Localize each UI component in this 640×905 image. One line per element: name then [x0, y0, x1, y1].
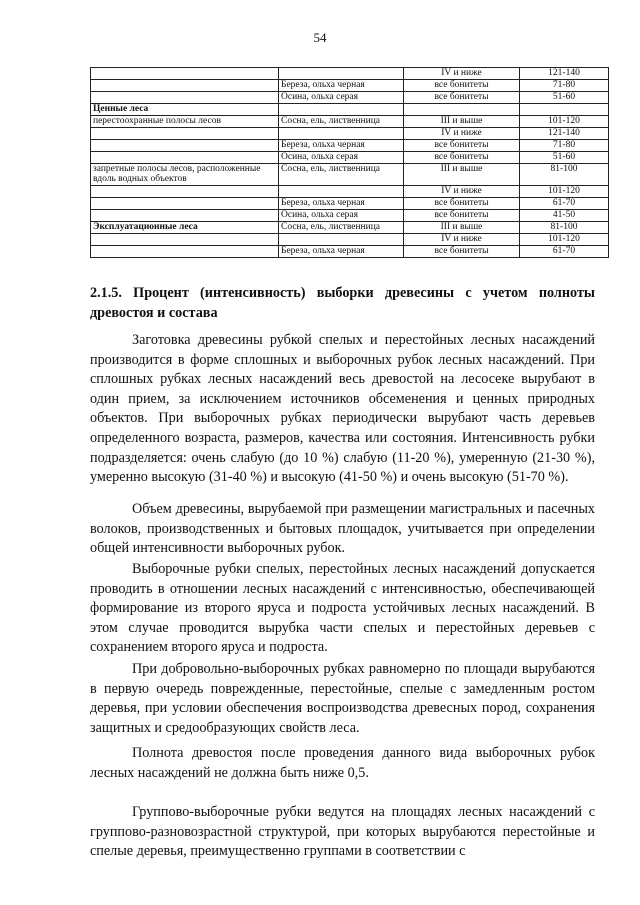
forest-age-table — [90, 67, 609, 258]
table-cell — [91, 128, 279, 140]
table-cell: все бонитеты — [404, 210, 520, 222]
table-cell: Береза, ольха черная — [279, 246, 404, 258]
table-cell: все бонитеты — [404, 152, 520, 164]
table-cell: 121-140 — [520, 68, 609, 80]
table-cell: 81-100 — [520, 164, 609, 186]
table-cell: 61-70 — [520, 246, 609, 258]
table-cell — [279, 128, 404, 140]
table-cell — [91, 186, 279, 198]
table-cell: Осина, ольха серая — [279, 152, 404, 164]
paragraph: Группово-выборочные рубки ведутся на площадях лесных насаждений с группово-разновозрастной структурой, при которых вырубаются перестойные и спелые деревья, преимущественно группами в соответствии с — [90, 804, 595, 860]
table-row — [91, 92, 609, 104]
table-cell — [91, 92, 279, 104]
table-cell: 101-120 — [520, 234, 609, 246]
paragraph: Полнота древостоя после проведения данного вида выборочных рубок лесных насаждений не должна быть ниже 0,5. — [90, 745, 595, 781]
table-cell: III и выше — [404, 116, 520, 128]
table-cell — [279, 186, 404, 198]
table-row — [91, 222, 609, 234]
table-body — [91, 68, 609, 258]
table-cell: Эксплуатационные леса — [91, 222, 279, 234]
table-cell: 101-120 — [520, 186, 609, 198]
table-row — [91, 210, 609, 222]
table-cell: 41-50 — [520, 210, 609, 222]
paragraph: Объем древесины, вырубаемой при размещении магистральных и пасечных волоков, производственных и бытовых площадок, учитывается при определении общей интенсивности выборочных рубок. — [90, 501, 595, 557]
table-row — [91, 128, 609, 140]
table-cell: Ценные леса — [91, 104, 279, 116]
table-cell: Сосна, ель, лиственница — [279, 164, 404, 186]
table-row — [91, 80, 609, 92]
table-cell: 71-80 — [520, 80, 609, 92]
table-cell: 81-100 — [520, 222, 609, 234]
table-cell — [91, 152, 279, 164]
table-row — [91, 68, 609, 80]
table-cell — [91, 68, 279, 80]
table-cell: Сосна, ель, лиственница — [279, 116, 404, 128]
table-cell: запретные полосы лесов, расположенные вдоль водных объектов — [91, 164, 279, 186]
table-row — [91, 104, 609, 116]
table-cell — [91, 210, 279, 222]
table-row — [91, 246, 609, 258]
table-cell: IV и ниже — [404, 68, 520, 80]
paragraph: При добровольно-выборочных рубках равномерно по площади вырубаются в первую очередь поврежденные, перестойные, спелые с замедленным ростом деревья, при условии обеспечения воспроизводства древесных пород, сохранения защитных и средообразующих свойств леса. — [90, 661, 595, 736]
table-cell: III и выше — [404, 222, 520, 234]
table-cell: Осина, ольха серая — [279, 92, 404, 104]
section-heading: 2.1.5. Процент (интенсивность) выборки древесины с учетом полноты древостоя и состава — [90, 285, 595, 321]
table-cell: Осина, ольха серая — [279, 210, 404, 222]
table-cell — [279, 104, 404, 116]
table-cell: 61-70 — [520, 198, 609, 210]
table-cell — [404, 104, 520, 116]
table-cell — [91, 80, 279, 92]
table-cell: 101-120 — [520, 116, 609, 128]
table-cell: Береза, ольха черная — [279, 140, 404, 152]
table-cell — [91, 234, 279, 246]
table-row — [91, 164, 609, 186]
table-cell: все бонитеты — [404, 140, 520, 152]
table-cell: все бонитеты — [404, 92, 520, 104]
table-cell: 121-140 — [520, 128, 609, 140]
table-row — [91, 186, 609, 198]
table-cell — [91, 140, 279, 152]
table-row — [91, 140, 609, 152]
table-row — [91, 116, 609, 128]
table-cell: IV и ниже — [404, 186, 520, 198]
paragraph: Выборочные рубки спелых, перестойных лесных насаждений допускается проводить в отношении лесных насаждений с интенсивностью, обеспечивающей формирование из второго яруса и подроста устойчивых лесных насаждений. В этом случае проводится вырубка части спелых и перестойных деревьев с сохранением второго яруса и подроста. — [90, 561, 595, 656]
table-cell — [279, 68, 404, 80]
page-number: 54 — [313, 30, 327, 45]
table-cell — [91, 198, 279, 210]
table-cell: 51-60 — [520, 152, 609, 164]
table-cell: IV и ниже — [404, 128, 520, 140]
table-cell: III и выше — [404, 164, 520, 186]
paragraph: Заготовка древесины рубкой спелых и перестойных лесных насаждений производится в форме сплошных и выборочных рубок лесных насаждений. При сплошных рубках лесных насаждений весь древостой на лесосеке вырубают в один прием, за исключением источников обсеменения и ценных природных объектов. При выборочных рубках периодически вырубают часть деревьев определенного возраста, размеров, качества или состояния. Интенсивность рубки подразделяется: очень слабую (до 10 %) слабую (11-20 %), умеренную (21-30 %), умеренно высокую (31-40 %) и высокую (41-50 %) и очень высокую (51-70 %). — [90, 332, 595, 486]
table-cell: 51-60 — [520, 92, 609, 104]
table-cell — [279, 234, 404, 246]
table-cell: все бонитеты — [404, 246, 520, 258]
table-cell: Береза, ольха черная — [279, 198, 404, 210]
table-cell: все бонитеты — [404, 198, 520, 210]
table-cell: IV и ниже — [404, 234, 520, 246]
table-row — [91, 198, 609, 210]
table-cell — [91, 246, 279, 258]
table-row — [91, 152, 609, 164]
table-cell: Сосна, ель, лиственница — [279, 222, 404, 234]
table-cell: 71-80 — [520, 140, 609, 152]
table-row — [91, 234, 609, 246]
table-cell: все бонитеты — [404, 80, 520, 92]
table-cell: перестоохранные полосы лесов — [91, 116, 279, 128]
table-cell: Береза, ольха черная — [279, 80, 404, 92]
table-cell — [520, 104, 609, 116]
